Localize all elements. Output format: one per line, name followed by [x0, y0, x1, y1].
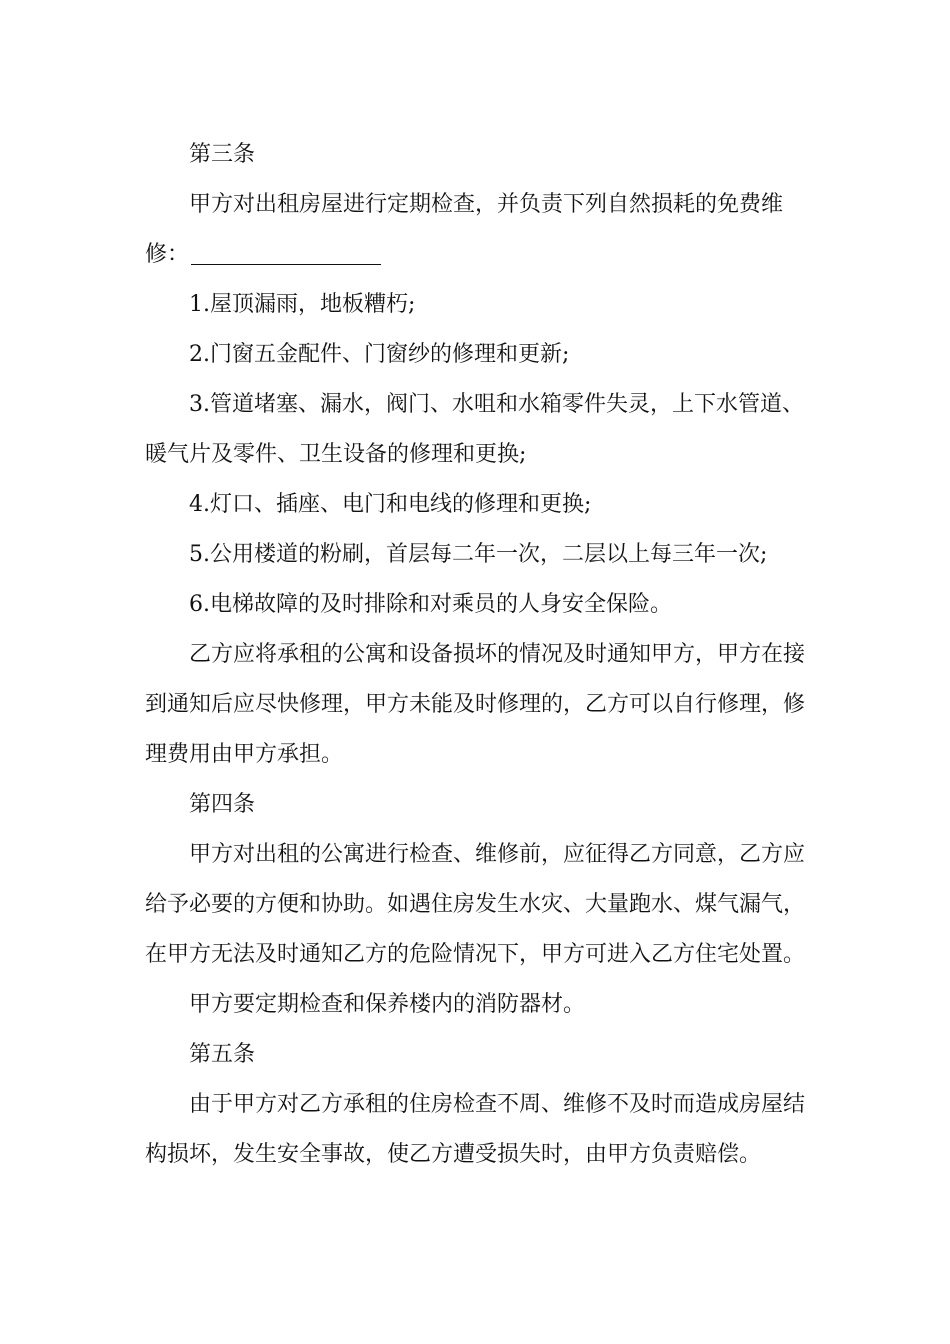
article-3-intro-text: 甲方对出租房屋进行定期检查，并负责下列自然损耗的免费维修：	[145, 192, 784, 267]
article-3-item-1: 1.屋顶漏雨，地板糟朽;	[189, 292, 416, 317]
fill-in-blank-line	[191, 242, 381, 265]
article-4-paragraph-2: 甲方要定期检查和保养楼内的消防器材。	[189, 992, 586, 1017]
article-3-heading: 第三条	[189, 142, 256, 167]
article-4-heading: 第四条	[189, 792, 256, 817]
article-5-heading: 第五条	[189, 1042, 256, 1067]
article-3-item-2: 2.门窗五金配件、门窗纱的修理和更新;	[189, 342, 570, 367]
article-5-paragraph-1: 由于甲方对乙方承租的住房检查不周、维修不及时而造成房屋结构损坏，发生安全事故，使乙方遭受损失时，由甲方负责赔偿。	[145, 1092, 806, 1167]
article-4-paragraph-1: 甲方对出租的公寓进行检查、维修前，应征得乙方同意，乙方应给予必要的方便和协助。如遇住房发生水灾、大量跑水、煤气漏气，在甲方无法及时通知乙方的危险情况下，甲方可进入乙方住宅处置。	[145, 842, 806, 967]
article-3-item-5: 5.公用楼道的粉刷，首层每二年一次，二层以上每三年一次;	[189, 542, 768, 567]
article-3-intro	[145, 180, 825, 280]
document-body	[145, 130, 825, 1180]
article-3-item-3: 3.管道堵塞、漏水，阀门、水咀和水箱零件失灵，上下水管道、暖气片及零件、卫生设备的修理和更换;	[145, 392, 804, 467]
article-3-item-4: 4.灯口、插座、电门和电线的修理和更换;	[189, 492, 592, 517]
article-3-item-6: 6.电梯故障的及时排除和对乘员的人身安全保险。	[189, 592, 672, 617]
article-3-notice: 乙方应将承租的公寓和设备损坏的情况及时通知甲方，甲方在接到通知后应尽快修理，甲方未能及时修理的，乙方可以自行修理，修理费用由甲方承担。	[145, 642, 806, 767]
